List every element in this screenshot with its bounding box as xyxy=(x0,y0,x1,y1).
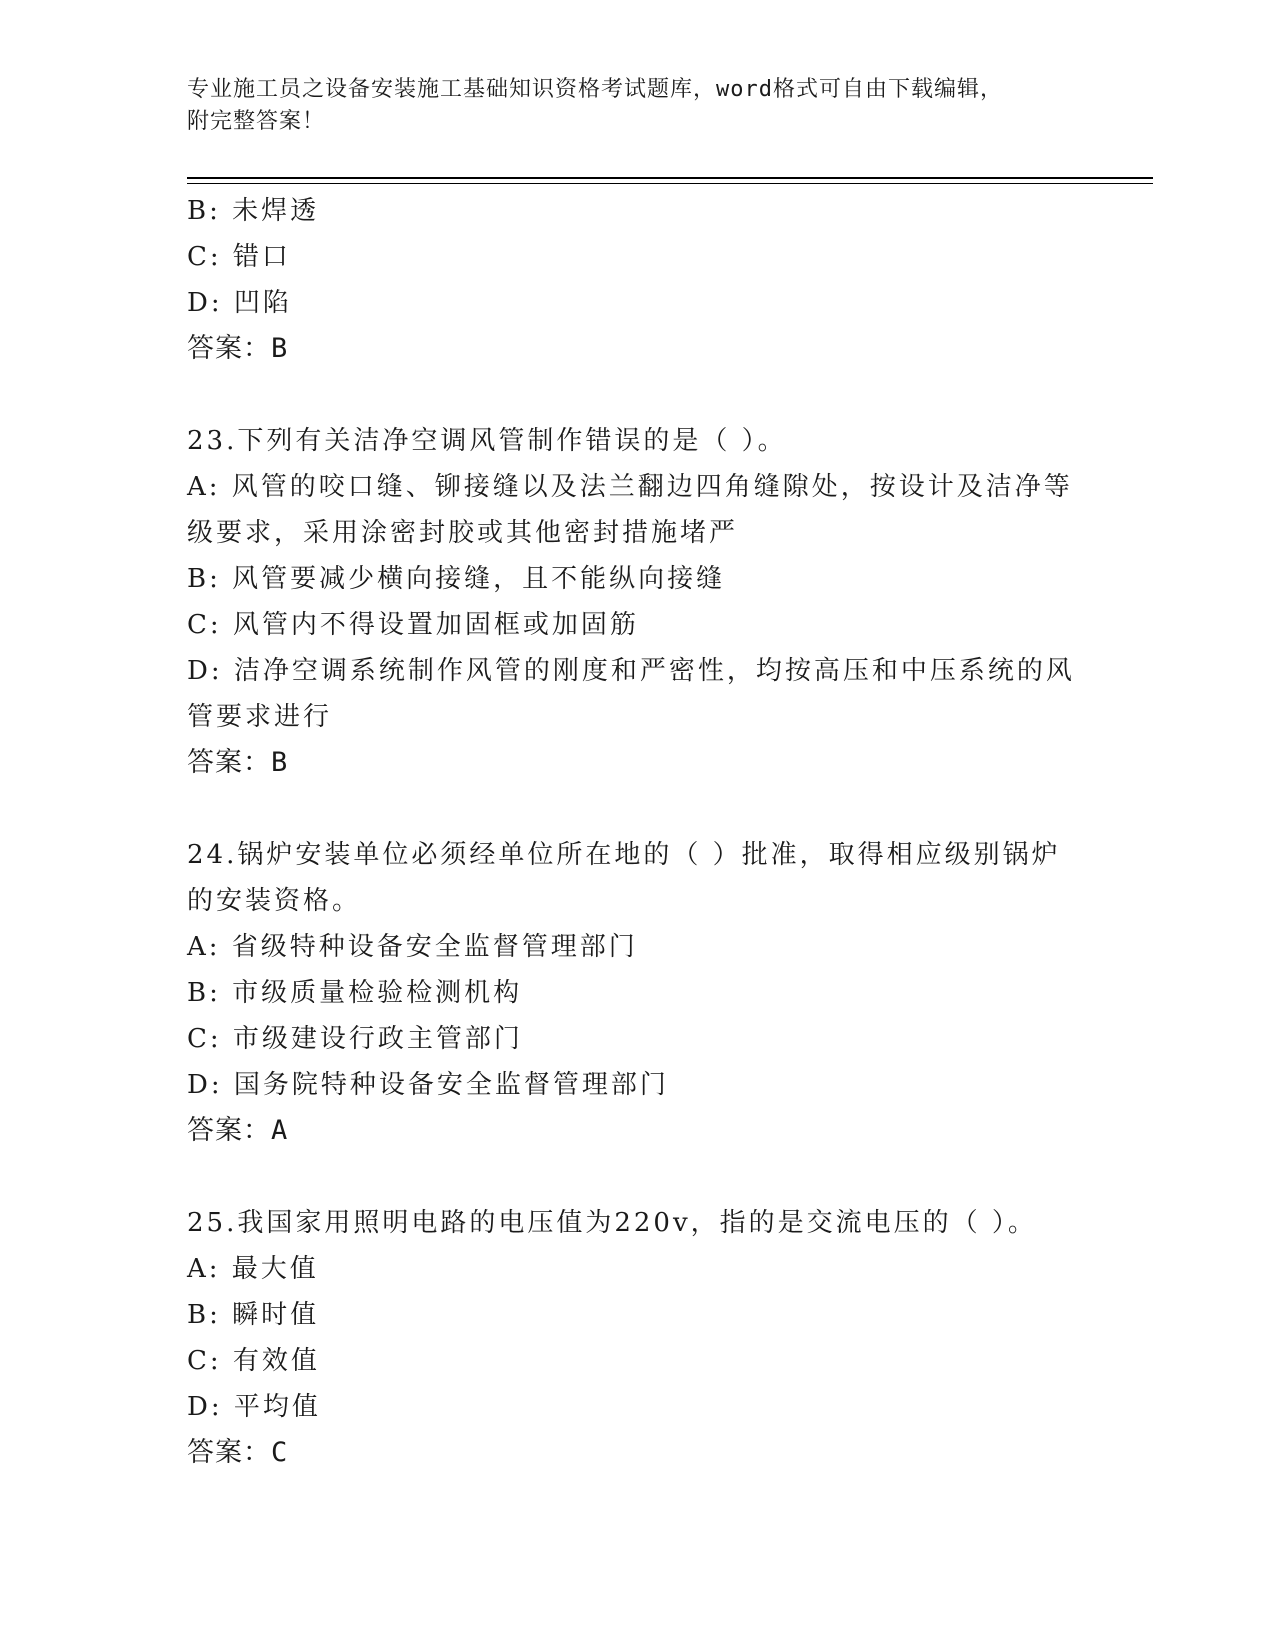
option-b: B: 瞬时值 xyxy=(187,1300,320,1330)
spacer xyxy=(187,1154,1087,1200)
option-d: D: 国务院特种设备安全监督管理部门 xyxy=(187,1070,669,1100)
option-b: B: 风管要减少横向接缝，且不能纵向接缝 xyxy=(187,564,726,594)
option-d: D: 凹陷 xyxy=(187,288,292,318)
option-a: A: 风管的咬口缝、铆接缝以及法兰翻边四角缝隙处，按设计及洁净等 xyxy=(187,472,1073,502)
option-d: D: 洁净空调系统制作风管的刚度和严密性，均按高压和中压系统的风 xyxy=(187,656,1075,686)
option-c: C: 市级建设行政主管部门 xyxy=(187,1024,523,1054)
header-rule-thin xyxy=(187,183,1153,184)
question-22 xyxy=(187,188,1087,372)
header-line-2: 附完整答案！ xyxy=(187,109,326,134)
header-rule-thick xyxy=(187,177,1153,179)
question-23 xyxy=(187,418,1087,786)
question-stem: 23.下列有关洁净空调风管制作错误的是（ ）。 xyxy=(187,426,787,456)
answer: 答案：C xyxy=(187,1437,289,1468)
answer: 答案：A xyxy=(187,1115,289,1146)
answer: 答案：B xyxy=(187,333,289,364)
option-a-continued: 级要求，采用涂密封胶或其他密封措施堵严 xyxy=(187,518,739,548)
question-stem: 24.锅炉安装单位必须经单位所在地的（ ）批准，取得相应级别锅炉 xyxy=(187,840,1061,870)
option-c: C: 风管内不得设置加固框或加固筋 xyxy=(187,610,639,640)
header-line-1: 专业施工员之设备安装施工基础知识资格考试题库，word格式可自由下载编辑， xyxy=(187,77,1003,102)
question-stem: 25.我国家用照明电路的电压值为220v，指的是交流电压的（ ）。 xyxy=(187,1208,1037,1238)
question-25 xyxy=(187,1200,1087,1476)
question-list xyxy=(187,188,1087,1476)
option-b: B: 未焊透 xyxy=(187,196,320,226)
option-d: D: 平均值 xyxy=(187,1392,321,1422)
document-header xyxy=(187,74,1077,138)
option-c: C: 有效值 xyxy=(187,1346,320,1376)
question-stem-continued: 的安装资格。 xyxy=(187,886,362,916)
spacer xyxy=(187,786,1087,832)
option-b: B: 市级质量检验检测机构 xyxy=(187,978,523,1008)
option-a: A: 最大值 xyxy=(187,1254,319,1284)
question-24 xyxy=(187,832,1087,1154)
spacer xyxy=(187,372,1087,418)
option-d-continued: 管要求进行 xyxy=(187,702,333,732)
option-c: C: 错口 xyxy=(187,242,291,272)
answer: 答案：B xyxy=(187,747,289,778)
option-a: A: 省级特种设备安全监督管理部门 xyxy=(187,932,638,962)
